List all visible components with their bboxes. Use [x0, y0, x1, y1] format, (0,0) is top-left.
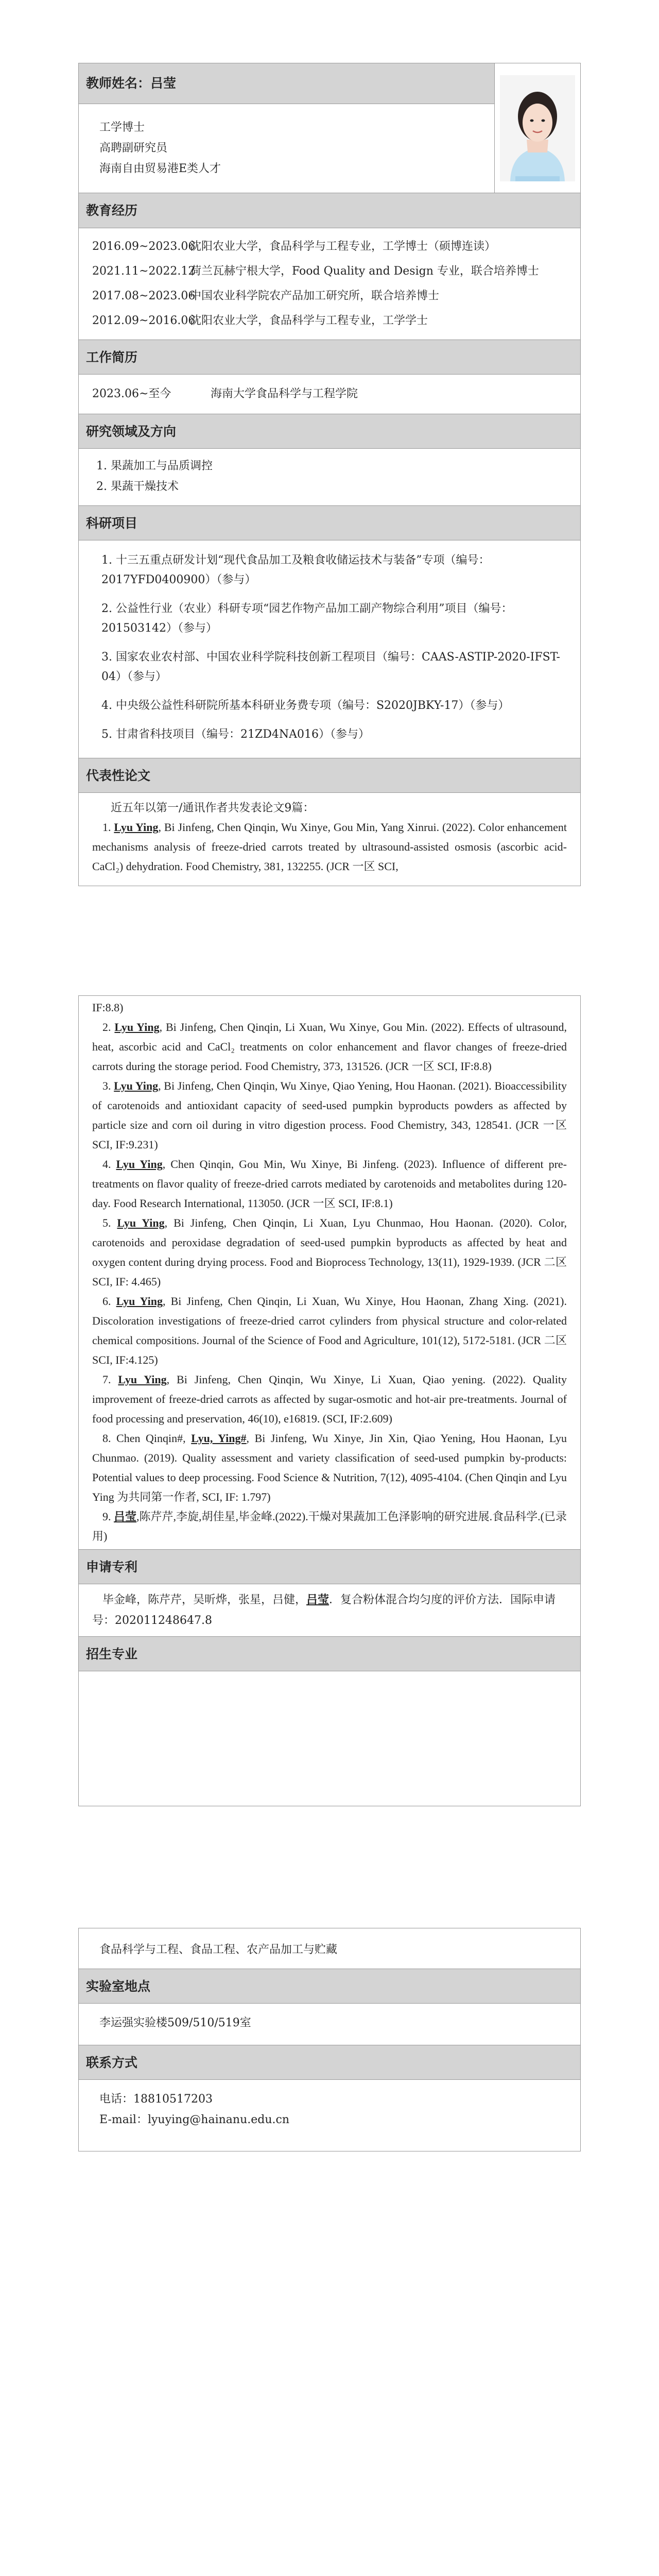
paper-item	[92, 1155, 567, 1213]
cv-page-1	[78, 63, 581, 886]
work-text: 海南大学食品科学与工程学院	[211, 387, 358, 400]
paper-number: 3.	[102, 1079, 111, 1092]
education-dates: 2012.09~2016.06	[92, 314, 196, 327]
research-item: 2. 果蔬干燥技术	[111, 477, 567, 497]
work-dates: 2023.06~至今	[92, 387, 171, 400]
paper-number: 9.	[102, 1510, 111, 1523]
work-heading: 工作简历	[79, 340, 580, 375]
paper-citation: , Bi Jinfeng, Chen Qinqin, Li Xuan, Lyu Chunmao, Hou Haonan. (2020). Color, carotenoids and peroxidase degradation of seed-used pumpkin byproducts as affected by heat and oxygen content during drying process. Food and Bioprocess Technology, 13(11), 1929-1939. (JCR 二区 SCI, IF: 4.465)	[92, 1216, 567, 1288]
paper-author: Lyu Ying	[116, 1295, 163, 1308]
papers-intro: 近五年以第一/通讯作者共发表论文9篇：	[111, 802, 315, 815]
cv-page-2	[78, 995, 581, 1806]
project-item: 3. 国家农业农村部、中国农业科学院科技创新工程项目（编号：CAAS-ASTIP-2020-IFST-04）（参与）	[101, 651, 560, 683]
paper-author: Lyu Ying	[117, 1216, 165, 1229]
paper-citation: , Bi Jinfeng, Chen Qinqin, Li Xuan, Wu Xinye, Gou Min. (2022). Effects of ultrasound, heat, ascorbic acid and CaCl₂ treatments on color enhancement and flavor changes of freeze-dried carrots during the storage period. Food Chemistry, 373, 131526. (JCR 一区 SCI, IF:8.8)	[92, 1021, 567, 1073]
paper-item	[92, 1370, 567, 1429]
profile-photo	[495, 63, 580, 193]
education-row	[92, 259, 567, 284]
patents-heading: 申请专利	[79, 1549, 580, 1584]
paper-item	[92, 1076, 567, 1155]
paper-citation: , Bi Jinfeng, Chen Qinqin, Wu Xinye, Li Xuan, Qiao yening. (2022). Quality improvement of freeze-dried carrots as affected by sugar-osmotic and hot-air pre-treatments. Journal of food processing and preservation, 46(10), e16819. (SCI, IF:2.609)	[92, 1373, 567, 1425]
paper-author: Lyu Ying	[114, 821, 159, 834]
title-degree: 工学博士	[99, 121, 145, 134]
patents-body	[79, 1584, 580, 1636]
paper-item	[92, 1018, 567, 1076]
paper-continuation: IF:8.8)	[92, 1001, 124, 1014]
work-row	[92, 382, 567, 406]
title-talent: 海南自由贸易港E类人才	[99, 162, 221, 175]
contact-phone: 电话：18810517203	[99, 2093, 213, 2106]
paper-author: Lyu Ying	[114, 1021, 160, 1033]
education-list	[79, 228, 580, 340]
teacher-name: 教师姓名：吕莹	[79, 63, 494, 104]
recruit-heading: 招生专业	[79, 1636, 580, 1671]
paper-author: 吕莹	[114, 1510, 137, 1523]
projects-heading: 科研项目	[79, 505, 580, 540]
contact-body	[79, 2080, 580, 2140]
paper-author: Lyu Ying	[116, 1158, 163, 1171]
paper-citation: , Chen Qinqin, Gou Min, Wu Xinye, Bi Jinfeng. (2023). Influence of different pre-treatments on flavor quality of freeze-dried carrots mediated by carotenoids and metabolites during 120-day. Food Research International, 113050. (JCR 一区 SCI, IF:8.1)	[92, 1158, 567, 1210]
education-row	[92, 284, 567, 309]
paper-item	[92, 1292, 567, 1370]
research-heading: 研究领域及方向	[79, 414, 580, 449]
work-list	[79, 375, 580, 414]
education-text: 沈阳农业大学，食品科学与工程专业，工学博士（硕博连读）	[190, 240, 496, 253]
paper-item	[92, 818, 567, 876]
recruit-majors: 食品科学与工程、食品工程、农产品加工与贮藏	[99, 1943, 338, 1956]
paper-number: 2.	[102, 1021, 111, 1033]
patent-title: ．复合粉体混合均匀度的评价方法．国际申请号：202011248647.8	[92, 1594, 556, 1627]
paper-citation: , Bi Jinfeng, Wu Xinye, Jin Xin, Qiao Yening, Hou Haonan, Lyu Chunmao. (2019). Quality assessment and variety classification of seed-used pumpkin by-products: Potential values to deep processing. Food Science & Nutrition, 7(12), 4095-4104. (Chen Qinqin and Lyu Ying 为共同第一作者, SCI, IF: 1.797)	[92, 1432, 567, 1503]
profile-info	[79, 63, 495, 193]
project-item: 1. 十三五重点研发计划“现代食品加工及粮食收储运技术与装备”专项（编号：2017YFD0400900）（参与）	[101, 554, 490, 586]
papers-heading: 代表性论文	[79, 758, 580, 793]
education-heading: 教育经历	[79, 193, 580, 228]
education-dates: 2017.08~2023.06	[92, 290, 196, 302]
profile-header	[79, 63, 580, 193]
project-item: 2. 公益性行业（农业）科研专项“园艺作物产品加工副产物综合利用”项目（编号：201503142）（参与）	[101, 602, 513, 635]
paper-number: 7.	[102, 1373, 111, 1386]
education-dates: 2016.09~2023.06	[92, 240, 196, 253]
paper-number: 1.	[102, 821, 111, 834]
patent-inventors: 毕金峰，陈芹芹，吴昕烨，张星，吕健，	[102, 1594, 307, 1606]
research-item: 1. 果蔬加工与品质调控	[111, 456, 567, 477]
paper-number: 5.	[102, 1216, 111, 1229]
paper-citation: , Bi Jinfeng, Chen Qinqin, Wu Xinye, Gou Min, Yang Xinrui. (2022). Color enhancement mechanisms analysis of freeze-dried carrots treated by ultrasound-assisted osmosis (ascorbic acid-CaCl₂) dehydration. Food Chemistry, 381, 132255. (JCR 一区 SCI,	[92, 821, 567, 873]
education-text: 中国农业科学院农产品加工研究所，联合培养博士	[190, 290, 440, 302]
teacher-titles	[79, 104, 494, 193]
papers-list-part1	[79, 793, 580, 876]
lab-heading: 实验室地点	[79, 1969, 580, 2004]
education-text: 沈阳农业大学，食品科学与工程专业，工学学士	[190, 314, 428, 327]
paper-number: 6.	[102, 1295, 111, 1308]
paper-citation: ,陈芹芹,李旋,胡佳星,毕金峰.(2022).干燥对果蔬加工色泽影响的研究进展.食品科学.(已录用)	[92, 1510, 567, 1543]
education-row	[92, 309, 567, 333]
paper-author: Lyu, Ying#	[191, 1432, 247, 1445]
contact-email[interactable]: E-mail：lyuying@hainanu.edu.cn	[99, 2113, 289, 2126]
paper-item	[92, 1213, 567, 1292]
lab-location: 李运强实验楼509/510/519室	[99, 2016, 251, 2029]
education-text: 荷兰瓦赫宁根大学，Food Quality and Design 专业，联合培养博士	[190, 265, 539, 278]
education-row	[92, 234, 567, 259]
title-position: 高聘副研究员	[99, 142, 168, 155]
paper-item	[92, 1429, 567, 1507]
paper-coauthor: Chen Qinqin#,	[116, 1432, 192, 1445]
education-dates: 2021.11~2022.12	[92, 265, 196, 278]
paper-number: 4.	[102, 1158, 111, 1171]
project-item: 4. 中央级公益性科研院所基本科研业务费专项（编号：S2020JBKY-17）（参与）	[101, 699, 510, 712]
portrait-image	[500, 75, 575, 181]
papers-list-part2	[79, 996, 580, 1549]
paper-citation: , Bi Jinfeng, Chen Qinqin, Wu Xinye, Qiao Yening, Hou Haonan. (2021). Bioaccessibility of carotenoids and antioxidant capacity of seed-used pumpkin byproducts powders as affected by particle size and corn oil during in vitro digestion process. Food Chemistry, 343, 128541. (JCR 一区 SCI, IF:9.231)	[92, 1079, 567, 1151]
projects-list	[79, 540, 580, 758]
paper-author: Lyu Ying	[118, 1373, 167, 1386]
lab-body	[79, 2004, 580, 2045]
patent-author: 吕莹	[306, 1593, 330, 1606]
cv-page-3	[78, 1928, 581, 2151]
paper-author: Lyu Ying	[114, 1079, 159, 1092]
project-item: 5. 甘肃省科技项目（编号：21ZD4NA016）（参与）	[101, 728, 370, 741]
contact-heading: 联系方式	[79, 2045, 580, 2080]
paper-number: 8.	[102, 1432, 111, 1445]
research-list	[79, 449, 580, 505]
paper-item	[92, 1507, 567, 1546]
recruit-body	[79, 1928, 580, 1969]
paper-citation: , Bi Jinfeng, Chen Qinqin, Li Xuan, Wu Xinye, Hou Haonan, Zhang Xing. (2021). Discoloration investigations of freeze-dried carrot cylinders from physical structure and color-related chemical compositions. Journal of the Science of Food and Agriculture, 101(12), 5172-5181. (JCR 二区 SCI, IF:4.125)	[92, 1295, 567, 1366]
